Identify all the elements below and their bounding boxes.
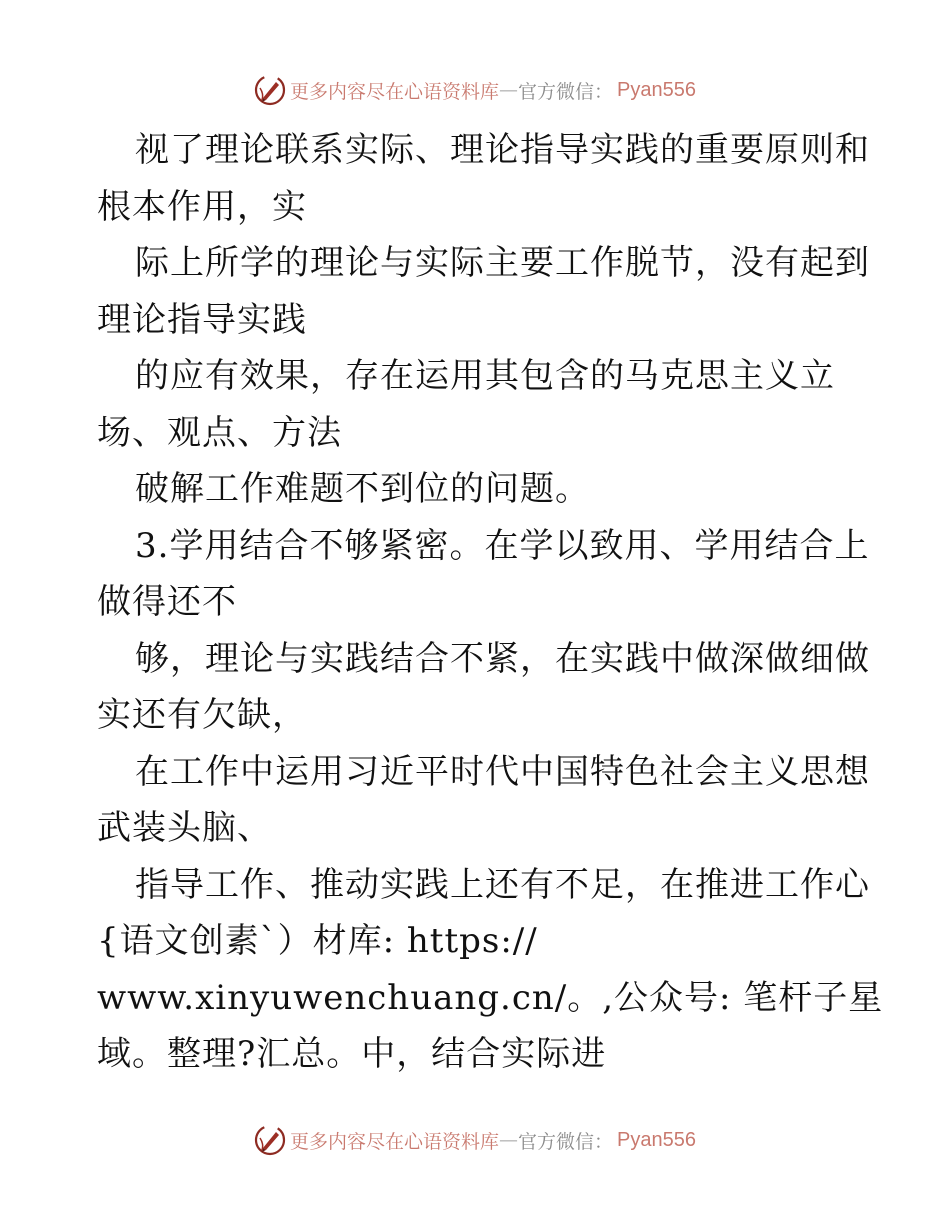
document-body [97,122,884,1083]
banner-wechat-handle: Pyan556 [617,78,696,101]
banner-wechat-label: 官方微信： [518,1130,614,1153]
banner-brand-text: 更多内容尽在心语资料库 [290,80,500,103]
body-line: 视了理论联系实际、理论指导实践的重要原则和 [135,130,870,170]
body-line: 做得还不 [97,582,237,622]
header-banner [0,70,950,110]
body-line: 武装头脑、 [97,808,272,848]
body-line: 域。整理?汇总。中，结合实际进 [97,1034,607,1074]
body-line: 际上所学的理论与实际主要工作脱节，没有起到 [135,243,870,283]
body-line: 3.学用结合不够紧密。在学以致用、学用结合上 [135,525,870,566]
body-line: 场、观点、方法 [97,412,342,453]
banner-separator: — [499,79,519,101]
banner-brand-text: 更多内容尽在心语资料库 [290,1130,500,1153]
banner-wechat-handle: Pyan556 [617,1128,696,1151]
quill-pen-logo-icon [254,74,286,106]
body-line: 根本作用，实 [97,186,307,227]
body-line: 理论指导实践 [97,299,307,340]
body-line: 指导工作、推动实践上还有不足，在推进工作心 [135,864,870,905]
quill-pen-logo-icon [254,1124,286,1156]
body-line-url: www.xinyuwenchuang.cn/。,公众号: 笔杆子星 [97,977,884,1018]
body-line: {语文创素`）材库: https:// [97,921,538,961]
body-line: 破解工作难题不到位的问题。 [135,469,590,509]
body-line: 够，理论与实践结合不紧，在实践中做深做细做 [135,638,870,679]
footer-banner [0,1120,950,1160]
banner-wechat-label: 官方微信： [518,80,614,103]
banner-separator: — [499,1129,519,1151]
body-line: 的应有效果，存在运用其包含的马克思主义立 [135,356,835,396]
body-line: 在工作中运用习近平时代中国特色社会主义思想 [135,751,870,792]
body-line: 实还有欠缺， [97,695,307,735]
